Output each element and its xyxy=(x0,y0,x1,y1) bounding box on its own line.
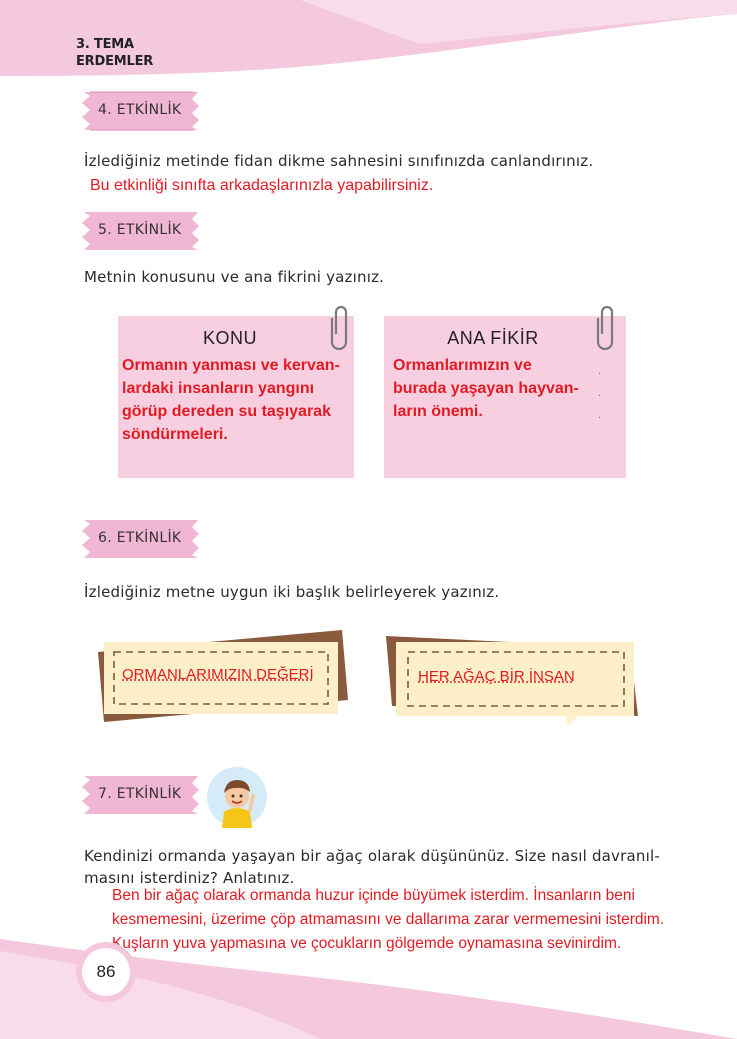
banner-title-text: ORMANLARIMIZIN DEĞERİ xyxy=(122,666,314,683)
note-line: görüp dereden su taşıyarak xyxy=(122,403,331,420)
activity-label: 5. ETKİNLİK xyxy=(98,222,182,238)
activity-badge-6 xyxy=(76,516,206,562)
activity-label: 4. ETKİNLİK xyxy=(98,102,182,118)
note-title: ANA FİKİR xyxy=(447,328,539,348)
title-banner-2 xyxy=(382,630,642,725)
activity-7-question-line1: Kendinizi ormanda yaşayan bir ağaç olarak düşününüz. Size nasıl davranıl- xyxy=(84,847,660,865)
activity-4-answer: Bu etkinliği sınıfta arkadaşlarınızla yapabilirsiniz. xyxy=(90,177,434,194)
theme-number: 3. TEMA xyxy=(76,37,134,52)
boy-character-icon xyxy=(206,766,268,828)
activity-label: 6. ETKİNLİK xyxy=(98,530,182,546)
activity-5-question: Metnin konusunu ve ana fikrini yazınız. xyxy=(84,268,385,286)
note-line: ların önemi. xyxy=(393,403,483,420)
activity-badge-4 xyxy=(76,88,206,134)
page-number: 86 xyxy=(82,948,130,996)
activity-7-answer xyxy=(112,884,664,956)
note-line: Ormanlarımızın ve xyxy=(393,357,532,374)
activity-badge-7 xyxy=(76,772,206,818)
banner-title-text: HER AĞAÇ BİR İNSAN xyxy=(418,668,575,685)
title-banner-1 xyxy=(92,630,352,725)
note-line: Ormanın yanması ve kervan- xyxy=(122,357,340,374)
theme-header xyxy=(76,36,153,70)
note-title: KONU xyxy=(202,328,257,348)
activity-4-question: İzlediğiniz metinde fidan dikme sahnesini sınıfınızda canlandırınız. xyxy=(84,152,594,170)
theme-title: ERDEMLER xyxy=(76,54,154,69)
note-line: söndürmeleri. xyxy=(122,426,228,443)
dots-decoration: · · · xyxy=(598,369,602,424)
activity-badge-5 xyxy=(76,208,206,254)
note-text xyxy=(122,354,340,446)
note-line: burada yaşayan hayvan- xyxy=(393,380,579,397)
activity-label: 7. ETKİNLİK xyxy=(98,786,182,802)
activity-7-question-line2: masını isterdiniz? Anlatınız. xyxy=(84,869,295,887)
note-line: lardaki insanların yangını xyxy=(122,380,315,397)
activity-6-question: İzlediğiniz metne uygun iki başlık belirleyerek yazınız. xyxy=(84,583,500,601)
paperclip-icon xyxy=(330,304,352,352)
konu-note xyxy=(118,316,354,478)
answer-line: Ben bir ağaç olarak ormanda huzur içinde büyümek isterdim. İnsanların beni xyxy=(112,887,635,904)
answer-line: kesmemesini, üzerime çöp atmamasını ve dallarıma zarar vermemesini isterdim. xyxy=(112,911,665,928)
ana-fikir-note xyxy=(384,316,626,478)
paperclip-icon xyxy=(596,304,618,352)
note-text xyxy=(393,354,579,423)
answer-line: Kuşların yuva yapmasına ve çocukların gölgemde oynamasına sevinirdim. xyxy=(112,935,622,952)
